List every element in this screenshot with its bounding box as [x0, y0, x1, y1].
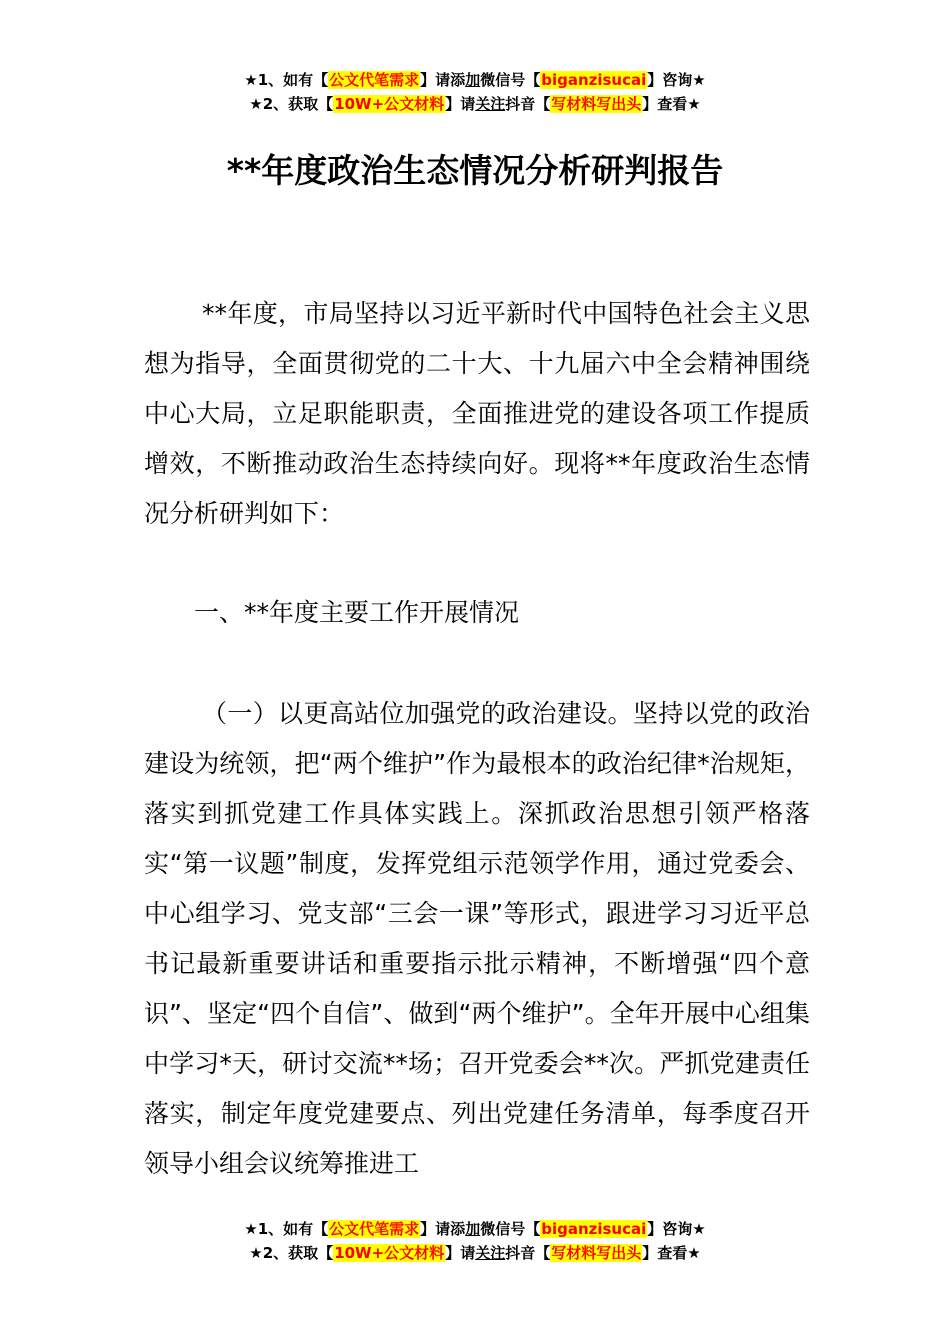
banner-highlight: 公文代笔需求 [329, 71, 420, 89]
banner-highlight: 10W+公文材料 [334, 95, 445, 113]
banner-highlight: biganzisucai [541, 1220, 647, 1238]
banner-text: 】咨询★ [647, 1220, 706, 1238]
banner-underlined-text: 加 [465, 71, 481, 89]
banner-text: ★1、如有【 [244, 1220, 329, 1238]
document-title: **年度政治生态情况分析研判报告 [226, 151, 724, 190]
banner-text: 抖音【 [505, 1244, 551, 1262]
top-banner [0, 68, 950, 116]
banner-text: 】咨询★ [647, 71, 706, 89]
bottom-banner [0, 1217, 950, 1265]
banner-underlined-text: 加 [465, 1220, 481, 1238]
banner-text: 】请添 [420, 71, 466, 89]
banner-underlined-text: 关注 [475, 1244, 506, 1262]
section-heading: 一、**年度主要工作开展情况 [194, 598, 520, 627]
banner-text: 微信号【 [480, 1220, 541, 1238]
banner-line-1 [0, 1217, 950, 1241]
banner-underlined-text: 关注 [475, 95, 506, 113]
banner-line-1 [0, 68, 950, 92]
banner-highlight: 公文代笔需求 [329, 1220, 420, 1238]
banner-text: ★2、获取【 [249, 1244, 334, 1262]
banner-highlight: biganzisucai [541, 71, 647, 89]
banner-line-2 [0, 92, 950, 116]
banner-highlight: 写材料写出头 [551, 1244, 642, 1262]
banner-text: 】请 [445, 95, 476, 113]
banner-highlight: 写材料写出头 [551, 95, 642, 113]
banner-text: 】查看★ [642, 1244, 701, 1262]
intro-paragraph: **年度，市局坚持以习近平新时代中国特色社会主义思想为指导，全面贯彻党的二十大、十九届六中全会精神围绕中心大局，立足职能职责，全面推进党的建设各项工作提质增效，不断推动政治生态持续向好。现将**年度政治生态情况分析研判如下： [144, 299, 810, 528]
banner-text: 抖音【 [505, 95, 551, 113]
banner-text: ★2、获取【 [249, 95, 334, 113]
banner-text: 】查看★ [642, 95, 701, 113]
banner-text: 】请添 [420, 1220, 466, 1238]
banner-text: 】请 [445, 1244, 476, 1262]
banner-text: 微信号【 [480, 71, 541, 89]
banner-line-2 [0, 1241, 950, 1265]
section-paragraph: （一）以更高站位加强党的政治建设。坚持以党的政治建设为统领，把“两个维护”作为最根本的政治纪律*治规矩，落实到抓党建工作具体实践上。深抓政治思想引领严格落实“第一议题”制度，发挥党组示范领学作用，通过党委会、中心组学习、党支部“三会一课”等形式，跟进学习习近平总书记最新重要讲话和重要指示批示精神，不断增强“四个意识”、坚定“四个自信”、做到“两个维护”。全年开展中心组集中学习*天，研讨交流**场；召开党委会**次。严抓党建责任落实，制定年度党建要点、列出党建任务清单，每季度召开领导小组会议统筹推进工 [144, 699, 810, 1178]
banner-highlight: 10W+公文材料 [334, 1244, 445, 1262]
banner-text: ★1、如有【 [244, 71, 329, 89]
